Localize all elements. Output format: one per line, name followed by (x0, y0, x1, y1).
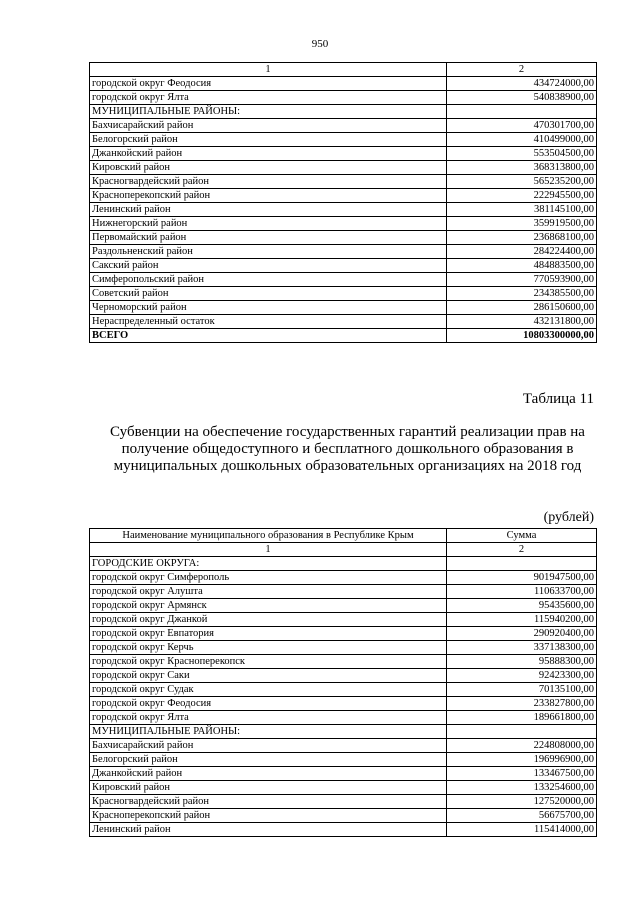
amount-value: 70135100,00 (447, 683, 597, 697)
table-row (90, 217, 597, 231)
column-number-1: 1 (90, 63, 447, 77)
amount-value (447, 557, 597, 571)
amount-value: 337138300,00 (447, 641, 597, 655)
amount-value: 359919500,00 (447, 217, 597, 231)
amount-value: 565235200,00 (447, 175, 597, 189)
amount-value: 115414000,00 (447, 823, 597, 837)
municipality-name: городской округ Красноперекопск (90, 655, 447, 669)
table-row (90, 189, 597, 203)
table-row (90, 697, 597, 711)
amount-value: 553504500,00 (447, 147, 597, 161)
amount-value: 770593900,00 (447, 273, 597, 287)
municipality-name: Черноморский район (90, 301, 447, 315)
amount-value: 224808000,00 (447, 739, 597, 753)
table-row (90, 753, 597, 767)
municipality-name: Красногвардейский район (90, 175, 447, 189)
amount-value: 410499000,00 (447, 133, 597, 147)
amount-value: 56675700,00 (447, 809, 597, 823)
amount-value: 432131800,00 (447, 315, 597, 329)
table-row (90, 613, 597, 627)
table-row (90, 77, 597, 91)
column-header-name: Наименование муниципального образования в Республике Крым (90, 529, 447, 543)
municipality-name: Красногвардейский район (90, 795, 447, 809)
municipality-name: Белогорский район (90, 753, 447, 767)
municipality-name: городской округ Алушта (90, 585, 447, 599)
amount-value: 133254600,00 (447, 781, 597, 795)
table-row (90, 683, 597, 697)
section-row (90, 725, 597, 739)
table-row (90, 823, 597, 837)
municipality-name: городской округ Ялта (90, 91, 447, 105)
table-row (90, 301, 597, 315)
total-label: ВСЕГО (90, 329, 447, 343)
municipality-name: городской округ Джанкой (90, 613, 447, 627)
amount-value: 127520000,00 (447, 795, 597, 809)
table-label: Таблица 11 (522, 391, 594, 407)
column-number-2: 2 (447, 543, 597, 557)
table-row (90, 315, 597, 329)
amount-value: 434724000,00 (447, 77, 597, 91)
table-row (90, 245, 597, 259)
table-number-row (90, 63, 597, 77)
table-row (90, 231, 597, 245)
column-header-sum: Сумма (447, 529, 597, 543)
municipality-name: городской округ Симферополь (90, 571, 447, 585)
table-row (90, 175, 597, 189)
amount-value: 95888300,00 (447, 655, 597, 669)
table-row (90, 781, 597, 795)
municipality-name: Кировский район (90, 781, 447, 795)
municipality-name: городской округ Армянск (90, 599, 447, 613)
table-row (90, 739, 597, 753)
table-row (90, 203, 597, 217)
amount-value: 189661800,00 (447, 711, 597, 725)
table-number-row (90, 543, 597, 557)
amount-value: 484883500,00 (447, 259, 597, 273)
table-title: Субвенции на обеспечение государственных гарантий реализации прав на получение общедоступного и бесплатного дошкольного образования в муниципальных дошкольных образовательных организациях на 2018 год (110, 424, 585, 474)
municipality-name: Нижнегорский район (90, 217, 447, 231)
municipality-name: Первомайский район (90, 231, 447, 245)
municipality-name: городской округ Керчь (90, 641, 447, 655)
amount-value: 133467500,00 (447, 767, 597, 781)
amount-value: 470301700,00 (447, 119, 597, 133)
table-row (90, 287, 597, 301)
municipality-name: Белогорский район (90, 133, 447, 147)
table-row (90, 599, 597, 613)
municipality-name: городской округ Евпатория (90, 627, 447, 641)
municipality-name: Ленинский район (90, 203, 447, 217)
municipality-name: Красноперекопский район (90, 809, 447, 823)
table-row (90, 133, 597, 147)
municipality-name: Джанкойский район (90, 147, 447, 161)
amount-value: 233827800,00 (447, 697, 597, 711)
table-header-row (90, 529, 597, 543)
municipality-name: городской округ Ялта (90, 711, 447, 725)
amount-value: 290920400,00 (447, 627, 597, 641)
section-row (90, 557, 597, 571)
municipality-name: Красноперекопский район (90, 189, 447, 203)
municipality-name: городской округ Феодосия (90, 77, 447, 91)
amount-value: 234385500,00 (447, 287, 597, 301)
amount-value: 115940200,00 (447, 613, 597, 627)
municipality-name: Раздольненский район (90, 245, 447, 259)
amount-value: 110633700,00 (447, 585, 597, 599)
municipality-name: Бахчисарайский район (90, 119, 447, 133)
amount-value: 901947500,00 (447, 571, 597, 585)
table-row (90, 571, 597, 585)
table-row (90, 627, 597, 641)
amount-value: 286150600,00 (447, 301, 597, 315)
column-number-2: 2 (447, 63, 597, 77)
municipality-name: ГОРОДСКИЕ ОКРУГА: (90, 557, 447, 571)
section-row (90, 105, 597, 119)
amount-value: 381145100,00 (447, 203, 597, 217)
amount-value: 196996900,00 (447, 753, 597, 767)
amount-value: 236868100,00 (447, 231, 597, 245)
municipality-name: городской округ Судак (90, 683, 447, 697)
municipality-name: Джанкойский район (90, 767, 447, 781)
table-row (90, 273, 597, 287)
amount-value: 368313800,00 (447, 161, 597, 175)
table-row (90, 585, 597, 599)
amount-value: 92423300,00 (447, 669, 597, 683)
amount-value (447, 725, 597, 739)
table-row (90, 147, 597, 161)
table-row (90, 655, 597, 669)
municipality-name: Сакский район (90, 259, 447, 273)
table-continued (89, 62, 597, 343)
table-row (90, 809, 597, 823)
municipality-name: МУНИЦИПАЛЬНЫЕ РАЙОНЫ: (90, 725, 447, 739)
amount-value (447, 105, 597, 119)
table-row (90, 119, 597, 133)
municipality-name: Ленинский район (90, 823, 447, 837)
table-row (90, 259, 597, 273)
municipality-name: Советский район (90, 287, 447, 301)
municipality-name: Симферопольский район (90, 273, 447, 287)
table-row (90, 641, 597, 655)
municipality-name: Кировский район (90, 161, 447, 175)
municipality-name: Бахчисарайский район (90, 739, 447, 753)
table-row (90, 669, 597, 683)
amount-value: 540838900,00 (447, 91, 597, 105)
total-value: 10803300000,00 (447, 329, 597, 343)
table-row (90, 91, 597, 105)
municipality-name: городской округ Феодосия (90, 697, 447, 711)
municipality-name: МУНИЦИПАЛЬНЫЕ РАЙОНЫ: (90, 105, 447, 119)
municipality-name: городской округ Саки (90, 669, 447, 683)
column-number-1: 1 (90, 543, 447, 557)
amount-value: 95435600,00 (447, 599, 597, 613)
total-row (90, 329, 597, 343)
page-number: 950 (311, 38, 329, 50)
subvention-table (89, 528, 597, 837)
table-row (90, 161, 597, 175)
table-row (90, 767, 597, 781)
municipality-name: Нераспределенный остаток (90, 315, 447, 329)
amount-value: 222945500,00 (447, 189, 597, 203)
amount-value: 284224400,00 (447, 245, 597, 259)
table-row (90, 711, 597, 725)
units-label: (рублей) (543, 510, 594, 525)
table-row (90, 795, 597, 809)
